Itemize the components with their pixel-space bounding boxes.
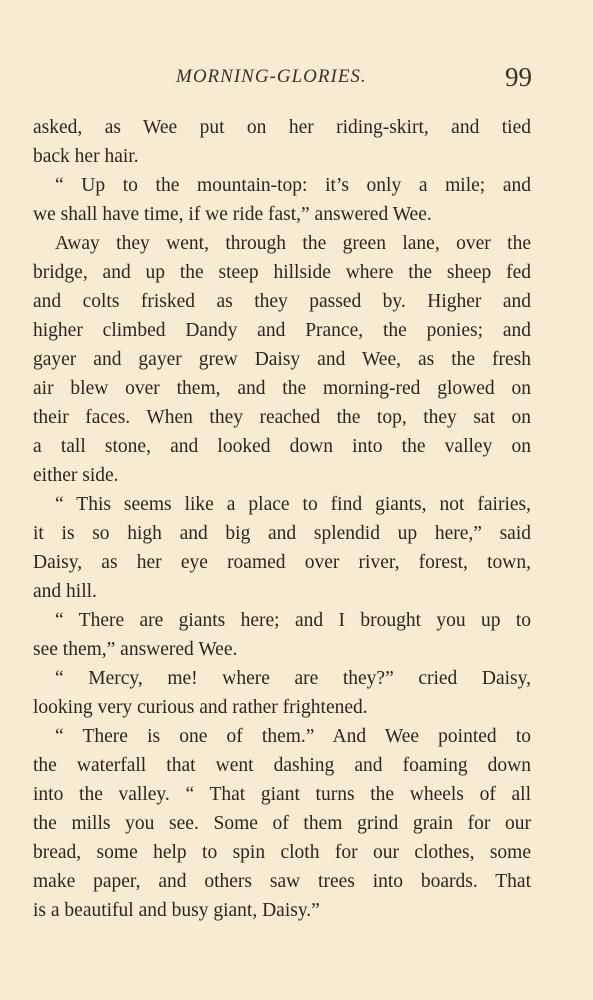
text-line: “ There are giants here; and I brought you up to [55,610,531,631]
text-line: is a beautiful and busy giant, Daisy.” [33,900,320,921]
text-line: air blew over them, and the morning-red glowed on [33,378,531,399]
text-line: we shall have time, if we ride fast,” answered Wee. [33,204,432,225]
text-line: “ This seems like a place to find giants, not fairies, [55,494,531,515]
text-line: “ Up to the mountain-top: it’s only a mile; and [55,175,531,196]
text-line: the waterfall that went dashing and foaming down [33,755,531,776]
running-head [0,62,593,96]
text-line: higher climbed Dandy and Prance, the ponies; and [33,320,531,341]
text-line: Away they went, through the green lane, over the [55,233,531,254]
text-line: either side. [33,465,119,486]
text-line: asked, as Wee put on her riding-skirt, and tied [33,117,531,138]
text-line: bridge, and up the steep hillside where the sheep fed [33,262,531,283]
text-line: the mills you see. Some of them grind grain for our [33,813,531,834]
page-number: 99 [505,62,532,92]
text-line: “ Mercy, me! where are they?” cried Daisy, [55,668,531,689]
text-line: gayer and gayer grew Daisy and Wee, as the fresh [33,349,531,370]
text-line: their faces. When they reached the top, they sat on [33,407,531,428]
text-line: make paper, and others saw trees into boards. That [33,871,531,892]
text-line: and hill. [33,581,97,602]
text-line: Daisy, as her eye roamed over river, forest, town, [33,552,531,573]
text-line: a tall stone, and looked down into the valley on [33,436,531,457]
text-line: bread, some help to spin cloth for our clothes, some [33,842,531,863]
text-line: back her hair. [33,146,139,167]
text-line: looking very curious and rather frightened. [33,697,368,718]
text-line: into the valley. “ That giant turns the wheels of all [33,784,531,805]
running-title: MORNING-GLORIES. [176,66,367,87]
body-text [33,113,531,925]
text-line: see them,” answered Wee. [33,639,238,660]
text-line: it is so high and big and splendid up here,” said [33,523,531,544]
text-line: and colts frisked as they passed by. Higher and [33,291,531,312]
text-line: “ There is one of them.” And Wee pointed to [55,726,531,747]
